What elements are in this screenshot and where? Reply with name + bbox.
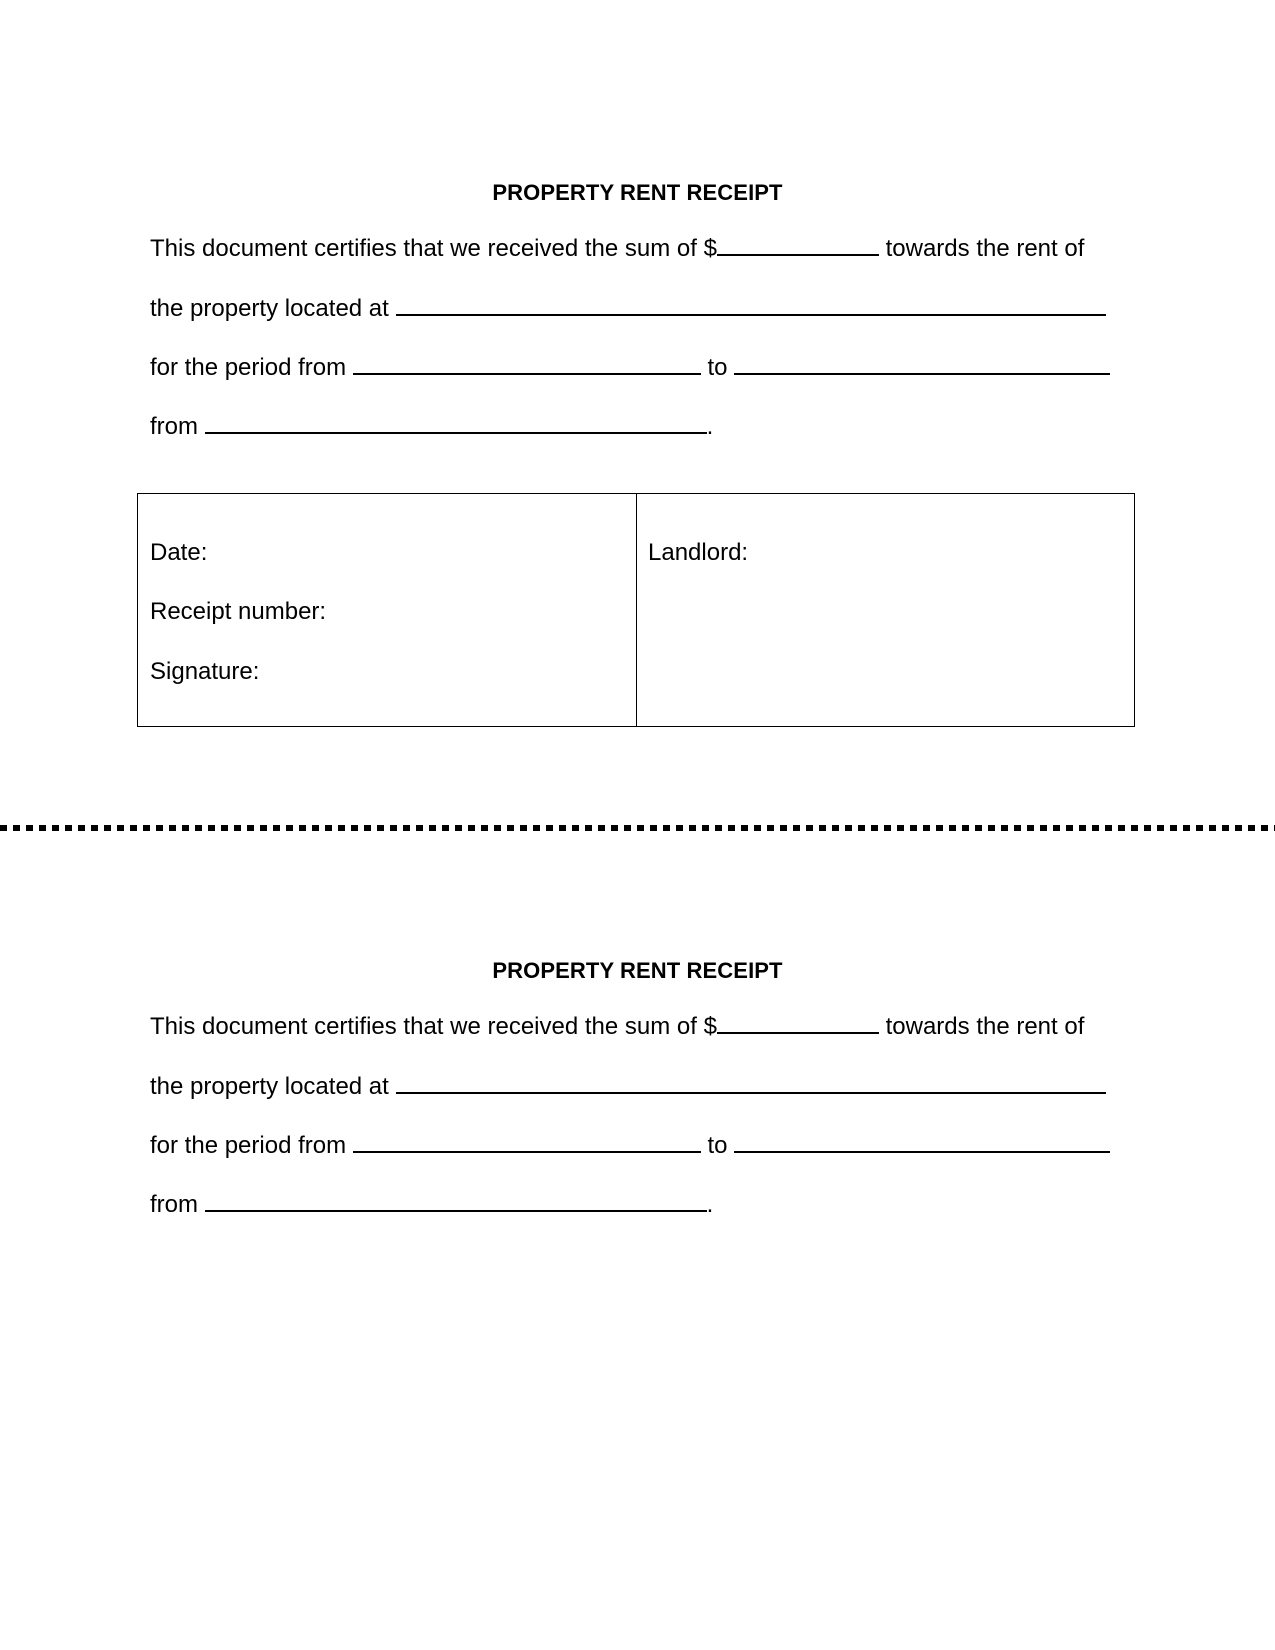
payer-period: . <box>706 413 714 440</box>
period-text: for the period from <box>150 1132 347 1159</box>
box-divider <box>636 494 637 726</box>
period-from-blank[interactable] <box>353 351 701 375</box>
period-to-text: to <box>707 1132 728 1159</box>
period-from-blank[interactable] <box>353 1129 701 1153</box>
period-line <box>150 351 1130 383</box>
sum-text: This document certifies that we received the sum of $ <box>150 1013 717 1040</box>
landlord-label: Landlord: <box>648 539 749 566</box>
receipt-top <box>0 0 1275 685</box>
property-text: the property located at <box>150 1073 389 1100</box>
payer-text: from <box>150 413 198 440</box>
payer-blank[interactable] <box>205 1188 707 1212</box>
receipt-number-label: Receipt number: <box>150 598 327 625</box>
sum-line <box>150 1010 1130 1042</box>
payer-line <box>150 1188 1130 1220</box>
receipt-bottom <box>0 778 1275 1338</box>
payer-period: . <box>706 1191 714 1218</box>
period-to-blank[interactable] <box>734 1129 1110 1153</box>
period-text: for the period from <box>150 354 347 381</box>
period-line <box>150 1129 1130 1161</box>
period-to-text: to <box>707 354 728 381</box>
sum-blank[interactable] <box>717 1010 879 1034</box>
property-line <box>150 292 1130 324</box>
property-address-blank[interactable] <box>396 1070 1106 1094</box>
payer-blank[interactable] <box>205 410 707 434</box>
property-address-blank[interactable] <box>396 292 1106 316</box>
sum-suffix: towards the rent of <box>885 235 1085 262</box>
receipt-title: PROPERTY RENT RECEIPT <box>492 180 783 205</box>
sum-suffix: towards the rent of <box>885 1013 1085 1040</box>
sum-blank[interactable] <box>717 232 879 256</box>
date-label: Date: <box>150 539 208 566</box>
property-line <box>150 1070 1130 1102</box>
signature-label: Signature: <box>150 658 260 685</box>
sum-text: This document certifies that we received the sum of $ <box>150 235 717 262</box>
payer-text: from <box>150 1191 198 1218</box>
sum-line <box>150 232 1130 264</box>
receipt-title: PROPERTY RENT RECEIPT <box>492 958 783 983</box>
property-text: the property located at <box>150 295 389 322</box>
period-to-blank[interactable] <box>734 351 1110 375</box>
payer-line <box>150 410 1130 442</box>
receipt-details-box <box>137 493 1135 727</box>
